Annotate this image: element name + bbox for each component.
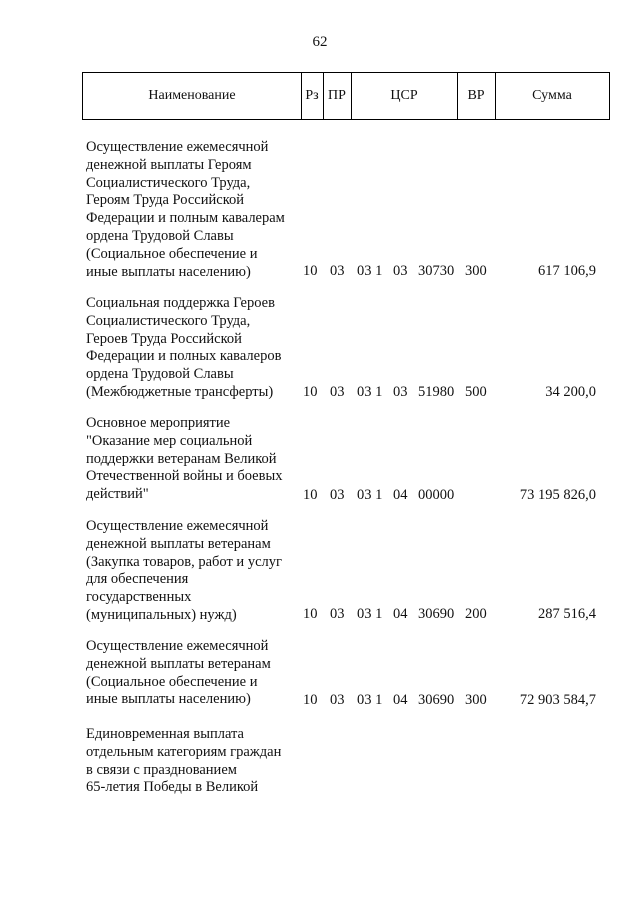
table-row xyxy=(0,518,640,624)
row-csr-direction: 30690 xyxy=(418,692,455,709)
header-name: Наименование xyxy=(148,88,236,103)
row-csr-subprogram: 03 xyxy=(393,384,408,401)
row-pr: 03 xyxy=(330,263,345,280)
row-name: Осуществление ежемесячной денежной выплаты Героям Социалистического Труда, Героям Труда Российской Федерации и полным кавалерам ордена Трудовой Славы (Социальное обеспечение и иные выплаты населению) xyxy=(86,139,285,280)
row-rz: 10 xyxy=(303,487,318,504)
header-pr: ПР xyxy=(328,88,346,103)
row-rz: 10 xyxy=(303,384,318,401)
row-name: Осуществление ежемесячной денежной выплаты ветеранам (Закупка товаров, работ и услуг для обеспечения государственных (муниципальных) нужд) xyxy=(86,518,282,623)
row-csr-direction: 51980 xyxy=(418,384,455,401)
row-csr-subprogram: 04 xyxy=(393,606,408,623)
row-csr-subprogram: 04 xyxy=(393,692,408,709)
row-csr-program: 03 1 xyxy=(357,384,383,401)
row-csr-program: 03 1 xyxy=(357,606,383,623)
table-row xyxy=(0,295,640,402)
row-pr: 03 xyxy=(330,384,345,401)
row-name: Единовременная выплата отдельным категориям граждан в связи с празднованием 65-летия Победы в Великой xyxy=(86,726,282,796)
header-sum: Сумма xyxy=(532,88,572,103)
row-sum: 34 200,0 xyxy=(545,384,596,401)
table-row xyxy=(0,415,640,505)
row-csr-direction: 30730 xyxy=(418,263,455,280)
table-row xyxy=(0,726,640,798)
row-rz: 10 xyxy=(303,692,318,709)
row-vr: 300 xyxy=(465,692,487,709)
row-name: Основное мероприятие "Оказание мер социальной поддержки ветеранам Великой Отечественной войны и боевых действий" xyxy=(86,415,283,503)
row-pr: 03 xyxy=(330,606,345,623)
table-row xyxy=(0,638,640,710)
row-sum: 72 903 584,7 xyxy=(519,692,596,709)
row-csr-direction: 30690 xyxy=(418,606,455,623)
header-rz: Рз xyxy=(305,88,319,103)
row-sum: 73 195 826,0 xyxy=(519,487,596,504)
row-name: Социальная поддержка Героев Социалистического Труда, Героев Труда Российской Федерации и полных кавалеров ордена Трудовой Славы (Межбюджетные трансферты) xyxy=(86,295,282,400)
row-vr: 300 xyxy=(465,263,487,280)
row-rz: 10 xyxy=(303,606,318,623)
row-rz: 10 xyxy=(303,263,318,280)
row-pr: 03 xyxy=(330,487,345,504)
page-number: 62 xyxy=(312,34,328,50)
row-csr-program: 03 1 xyxy=(357,487,383,504)
table-row xyxy=(0,139,640,281)
header-vr: ВР xyxy=(467,88,485,103)
row-csr-program: 03 1 xyxy=(357,692,383,709)
row-csr-direction: 00000 xyxy=(418,487,455,504)
row-vr: 500 xyxy=(465,384,487,401)
row-csr-subprogram: 03 xyxy=(393,263,408,280)
row-csr-subprogram: 04 xyxy=(393,487,408,504)
row-csr-program: 03 1 xyxy=(357,263,383,280)
row-sum: 617 106,9 xyxy=(538,263,596,280)
header-csr: ЦСР xyxy=(390,88,418,103)
row-pr: 03 xyxy=(330,692,345,709)
row-vr: 200 xyxy=(465,606,487,623)
row-name: Осуществление ежемесячной денежной выплаты ветеранам (Социальное обеспечение и иные выплаты населению) xyxy=(86,638,271,708)
table-header xyxy=(82,72,610,120)
row-sum: 287 516,4 xyxy=(538,606,596,623)
